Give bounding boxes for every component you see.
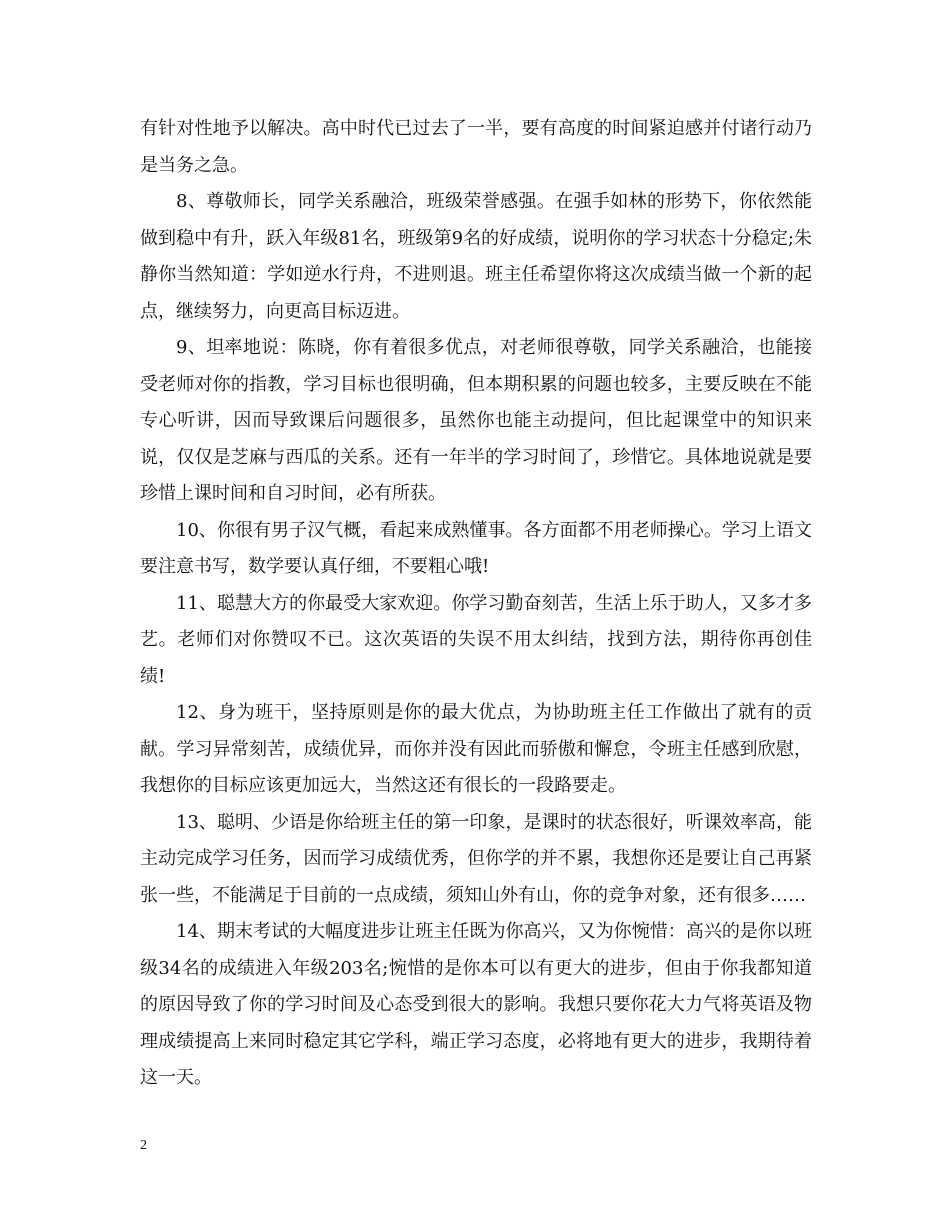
- paragraph-comment-9: 9、坦率地说：陈晓，你有着很多优点，对老师很尊敬，同学关系融洽，也能接受老师对你的指教，学习目标也很明确，但本期积累的问题也较多，主要反映在不能专心听讲，因而导致课后问题很多，虽然你也能主动提问，但比起课堂中的知识来说，仅仅是芝麻与西瓜的关系。还有一年半的学习时间了，珍惜它。具体地说就是要珍惜上课时间和自习时间，必有所获。: [140, 337, 812, 504]
- paragraph-continued: 有针对性地予以解决。高中时代已过去了一半，要有高度的时间紧迫感并付诸行动乃是当务之急。: [140, 118, 812, 176]
- paragraph-comment-11: 11、聪慧大方的你最受大家欢迎。你学习勤奋刻苦，生活上乐于助人，又多才多艺。老师们对你赞叹不已。这次英语的失误不用太纠结，找到方法，期待你再创佳绩!: [140, 592, 812, 687]
- paragraph-comment-14: 14、期末考试的大幅度进步让班主任既为你高兴，又为你惋惜：高兴的是你以班级34名的成绩进入年级203名;惋惜的是你本可以有更大的进步，但由于你我都知道的原因导致了你的学习时间及心态受到很大的影响。我想只要你花大力气将英语及物理成绩提高上来同时稳定其它学科，端正学习态度，必将地有更大的进步，我期待着这一天。: [140, 921, 812, 1088]
- paragraph-comment-8: 8、尊敬师长，同学关系融洽，班级荣誉感强。在强手如林的形势下，你依然能做到稳中有升，跃入年级81名，班级第9名的好成绩，说明你的学习状态十分稳定;朱静你当然知道：学如逆水行舟，不进则退。班主任希望你将这次成绩当做一个新的起点，继续努力，向更高目标迈进。: [140, 191, 812, 322]
- paragraph-comment-13: 13、聪明、少语是你给班主任的第一印象，是课时的状态很好，听课效率高，能主动完成学习任务，因而学习成绩优秀，但你学的并不累，我想你还是要让自己再紧张一些，不能满足于目前的一点成绩，须知山外有山，你的竞争对象，还有很多……: [140, 811, 812, 906]
- page-number: 2: [140, 1138, 147, 1153]
- paragraph-comment-10: 10、你很有男子汉气概，看起来成熟懂事。各方面都不用老师操心。学习上语文要注意书写，数学要认真仔细，不要粗心哦!: [140, 519, 812, 577]
- paragraph-comment-12: 12、身为班干，坚持原则是你的最大优点，为协助班主任工作做出了就有的贡献。学习异常刻苦，成绩优异，而你并没有因此而骄傲和懈怠，令班主任感到欣慰，我想你的目标应该更加远大，当然这还有很长的一段路要走。: [140, 702, 812, 796]
- document-body: [140, 111, 812, 1097]
